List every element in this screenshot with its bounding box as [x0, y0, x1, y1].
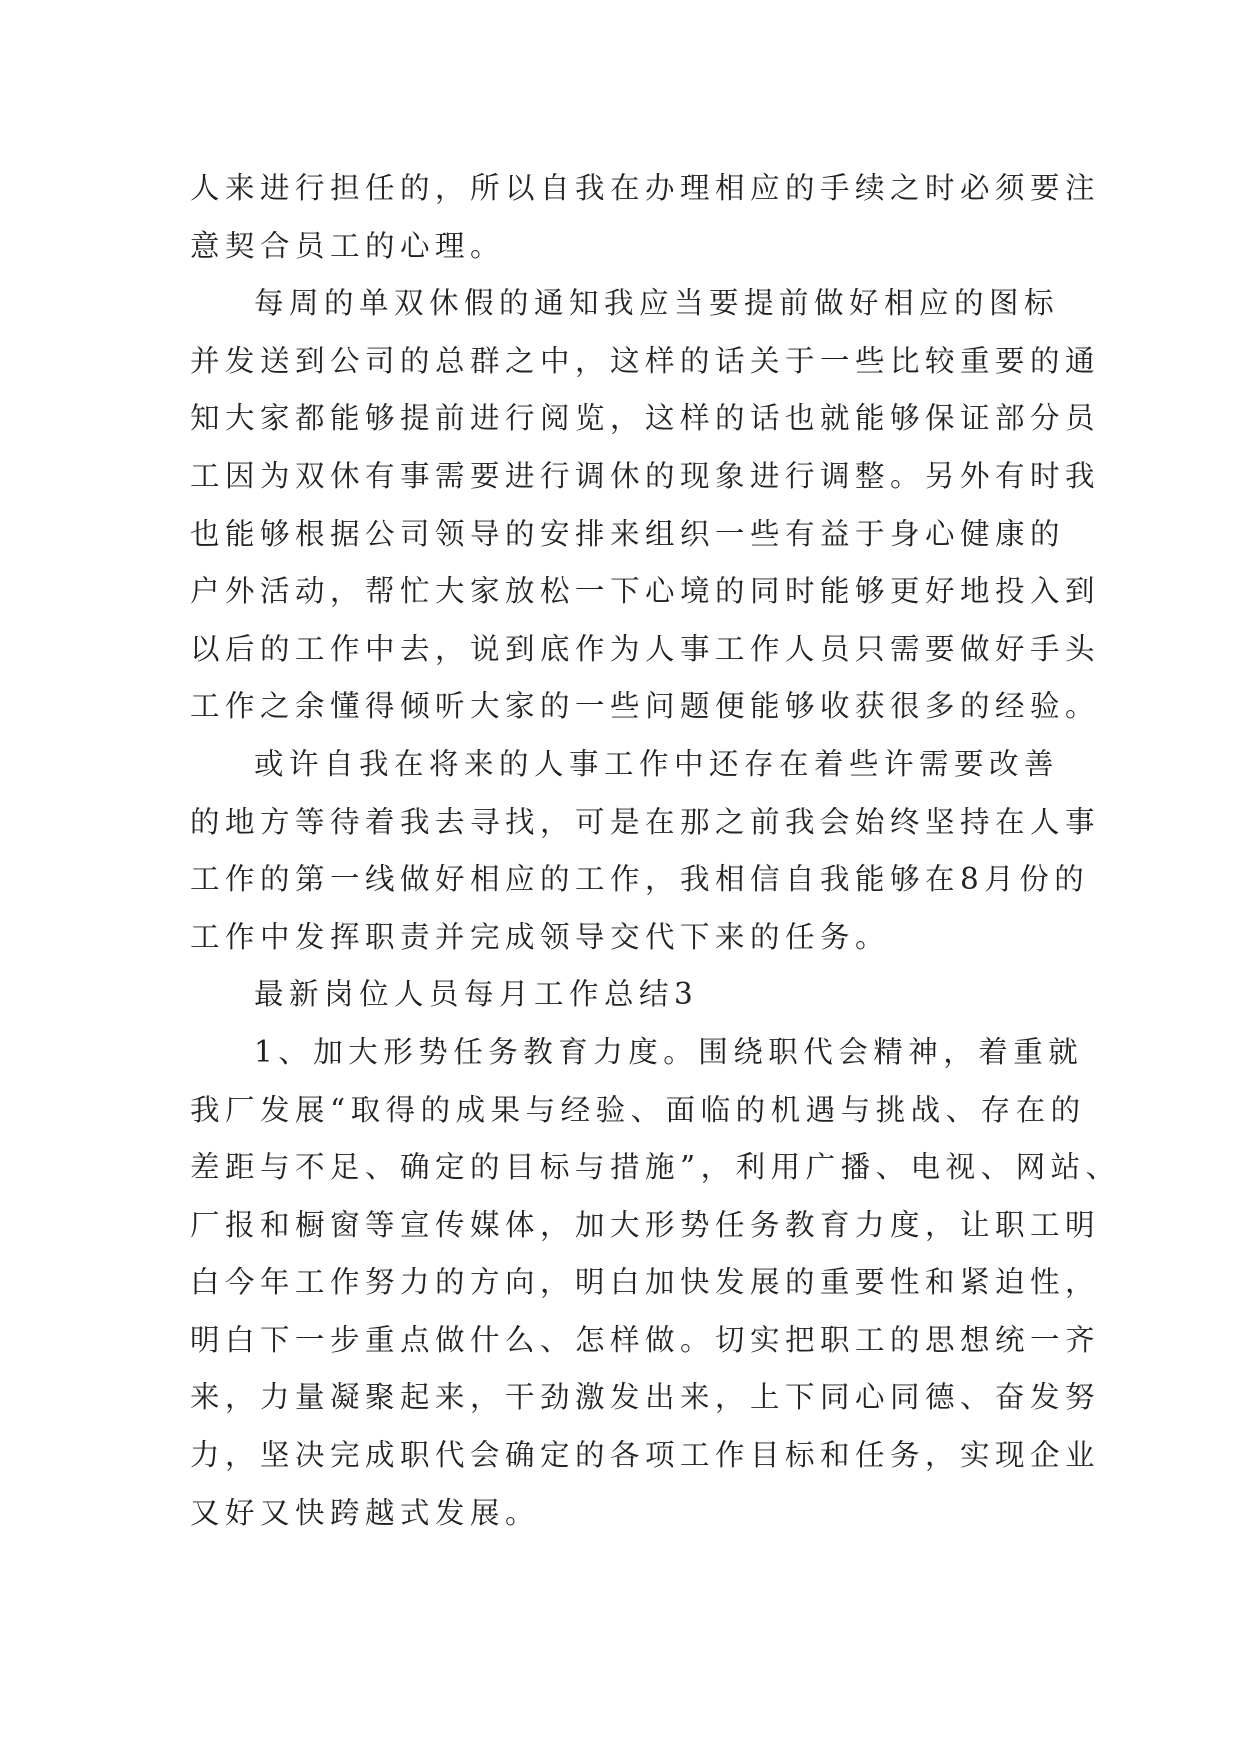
text-line: 工因为双休有事需要进行调休的现象进行调整。另外有时我 — [190, 458, 1101, 493]
text-line: 人来进行担任的，所以自我在办理相应的手续之时必须要注 — [190, 171, 1101, 205]
text-line: 也能够根据公司领导的安排来组织一些有益于身心健康的 — [190, 516, 1066, 551]
paragraph-start-line: 或许自我在将来的人事工作中还存在着些许需要改善 — [254, 746, 1060, 781]
text-line: 厂报和橱窗等宣传媒体，加大形势任务教育力度，让职工明 — [190, 1207, 1101, 1242]
text-line: 明白下一步重点做什么、怎样做。切实把职工的思想统一齐 — [190, 1322, 1101, 1357]
text-line: 我厂发展“取得的成果与经验、面临的机遇与挑战、存在的 — [190, 1092, 1086, 1127]
text-line: 力，坚决完成职代会确定的各项工作目标和任务，实现企业 — [190, 1438, 1101, 1473]
text-line: 意契合员工的心理。 — [190, 228, 506, 263]
text-line: 以后的工作中去，说到底作为人事工作人员只需要做好手头 — [190, 631, 1101, 666]
paragraph-start-line: 每周的单双休假的通知我应当要提前做好相应的图标 — [254, 286, 1060, 321]
text-line: 户外活动，帮忙大家放松一下心境的同时能够更好地投入到 — [190, 574, 1101, 609]
text-line: 来，力量凝聚起来，干劲激发出来，上下同心同德、奋发努 — [190, 1380, 1101, 1415]
paragraph-start-line: 1、加大形势任务教育力度。围绕职代会精神，着重就 — [254, 1034, 1084, 1069]
text-line: 差距与不足、确定的目标与措施”，利用广播、电视、网站、 — [190, 1150, 1121, 1185]
text-line: 并发送到公司的总群之中，这样的话关于一些比较重要的通 — [190, 343, 1101, 378]
section-heading: 最新岗位人员每月工作总结3 — [254, 977, 699, 1012]
document-body — [190, 160, 1121, 1542]
text-line: 工作之余懂得倾听大家的一些问题便能够收获很多的经验。 — [190, 689, 1101, 724]
text-line: 的地方等待着我去寻找，可是在那之前我会始终坚持在人事 — [190, 804, 1101, 839]
text-line: 工作中发挥职责并完成领导交代下来的任务。 — [190, 919, 891, 954]
text-line: 又好又快跨越式发展。 — [190, 1495, 541, 1530]
text-line: 工作的第一线做好相应的工作，我相信自我能够在8月份的 — [190, 862, 1090, 897]
text-line: 知大家都能够提前进行阅览，这样的话也就能够保证部分员 — [190, 401, 1101, 436]
text-line: 白今年工作努力的方向，明白加快发展的重要性和紧迫性， — [190, 1265, 1101, 1300]
